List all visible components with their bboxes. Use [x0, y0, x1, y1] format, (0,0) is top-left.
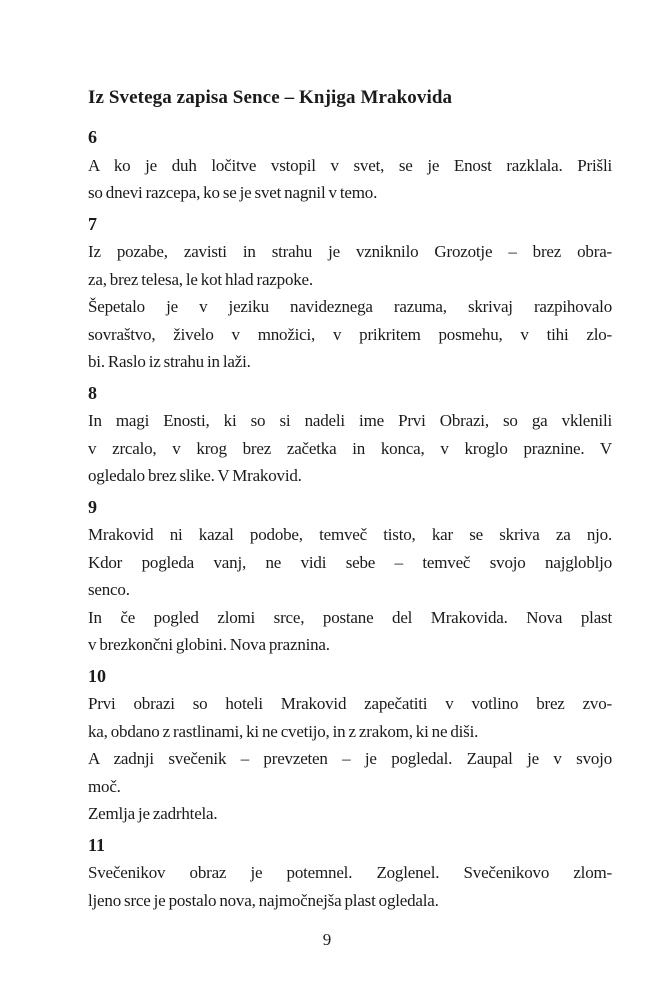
section-number: 6 [88, 127, 97, 147]
paragraph-line: Zemlja je zadrhtela. [88, 804, 218, 823]
paragraph [88, 407, 612, 490]
paragraph-line: A zadnji svečenik – prevzeten – je pogledal. Zaupal je v svojo [88, 749, 612, 768]
section [88, 380, 612, 490]
page-number: 9 [322, 930, 332, 949]
section-number: 7 [88, 213, 97, 234]
paragraph-line: Kdor pogleda vanj, ne vidi sebe – temveč svojo najglobljo [88, 552, 612, 572]
section [88, 832, 612, 915]
paragraph-line: sovraštvo, živelo v množici, v prikritem posmehu, v tihi zlo- [88, 324, 612, 344]
section [88, 124, 612, 207]
paragraph [88, 690, 612, 745]
paragraph [88, 521, 612, 604]
paragraph-line: In magi Enosti, ki so si nadeli ime Prvi Obrazi, so ga vklenili [88, 411, 612, 430]
paragraph-line: v brezkončni globini. Nova praznina. [88, 635, 330, 654]
paragraph-line: Mrakovid ni kazal podobe, temveč tisto, kar se skriva za njo. [88, 525, 612, 544]
paragraph [88, 152, 612, 207]
paragraph-line: bi. Raslo iz strahu in laži. [88, 352, 251, 371]
paragraph [88, 238, 612, 293]
paragraph-line: ka, obdano z rastlinami, ki ne cvetijo, in z zrakom, ki ne diši. [88, 721, 479, 741]
paragraph-line: moč. [88, 776, 121, 796]
paragraph-line: ljeno srce je postalo nova, najmočnejša plast ogledala. [88, 890, 439, 910]
section-number: 11 [88, 834, 106, 855]
section [88, 663, 612, 828]
paragraph [88, 293, 612, 376]
paragraph-line: ogledalo brez slike. V Mrakovid. [88, 466, 302, 485]
paragraph-line: za, brez telesa, le kot hlad razpoke. [88, 269, 313, 289]
text-block [88, 84, 612, 914]
paragraph-line: so dnevi razcepa, ko se je svet nagnil v temo. [88, 183, 378, 202]
section [88, 494, 612, 659]
section-number: 8 [88, 382, 97, 403]
section [88, 211, 612, 376]
paragraph [88, 745, 612, 800]
document-title: Iz Svetega zapisa Sence – Knjiga Mrakovida [88, 87, 453, 108]
paragraph-line: Iz pozabe, zavisti in strahu je vzniknilo Grozotje – brez obra- [88, 242, 612, 261]
paragraph-line: Prvi obrazi so hoteli Mrakovid zapečatiti v votlino brez zvo- [88, 694, 612, 713]
paragraph-line: In če pogled zlomi srce, postane del Mrakovida. Nova plast [88, 607, 612, 627]
paragraph-line: v zrcalo, v krog brez začetka in konca, v kroglo praznine. V [88, 438, 612, 458]
paragraph-line: Svečenikov obraz je potemnel. Zoglenel. Svečenikovo zlom- [88, 863, 612, 882]
paragraph-line: A ko je duh ločitve vstopil v svet, se je Enost razklala. Prišli [88, 155, 612, 175]
section-number: 9 [88, 496, 97, 517]
paragraph-line: senco. [88, 580, 130, 599]
paragraph [88, 604, 612, 659]
paragraph-line: Šepetalo je v jeziku navideznega razuma, skrivaj razpihovalo [88, 297, 612, 316]
section-number: 10 [88, 665, 106, 686]
paragraph [88, 800, 612, 828]
sections-container [88, 124, 612, 914]
paragraph [88, 859, 612, 914]
